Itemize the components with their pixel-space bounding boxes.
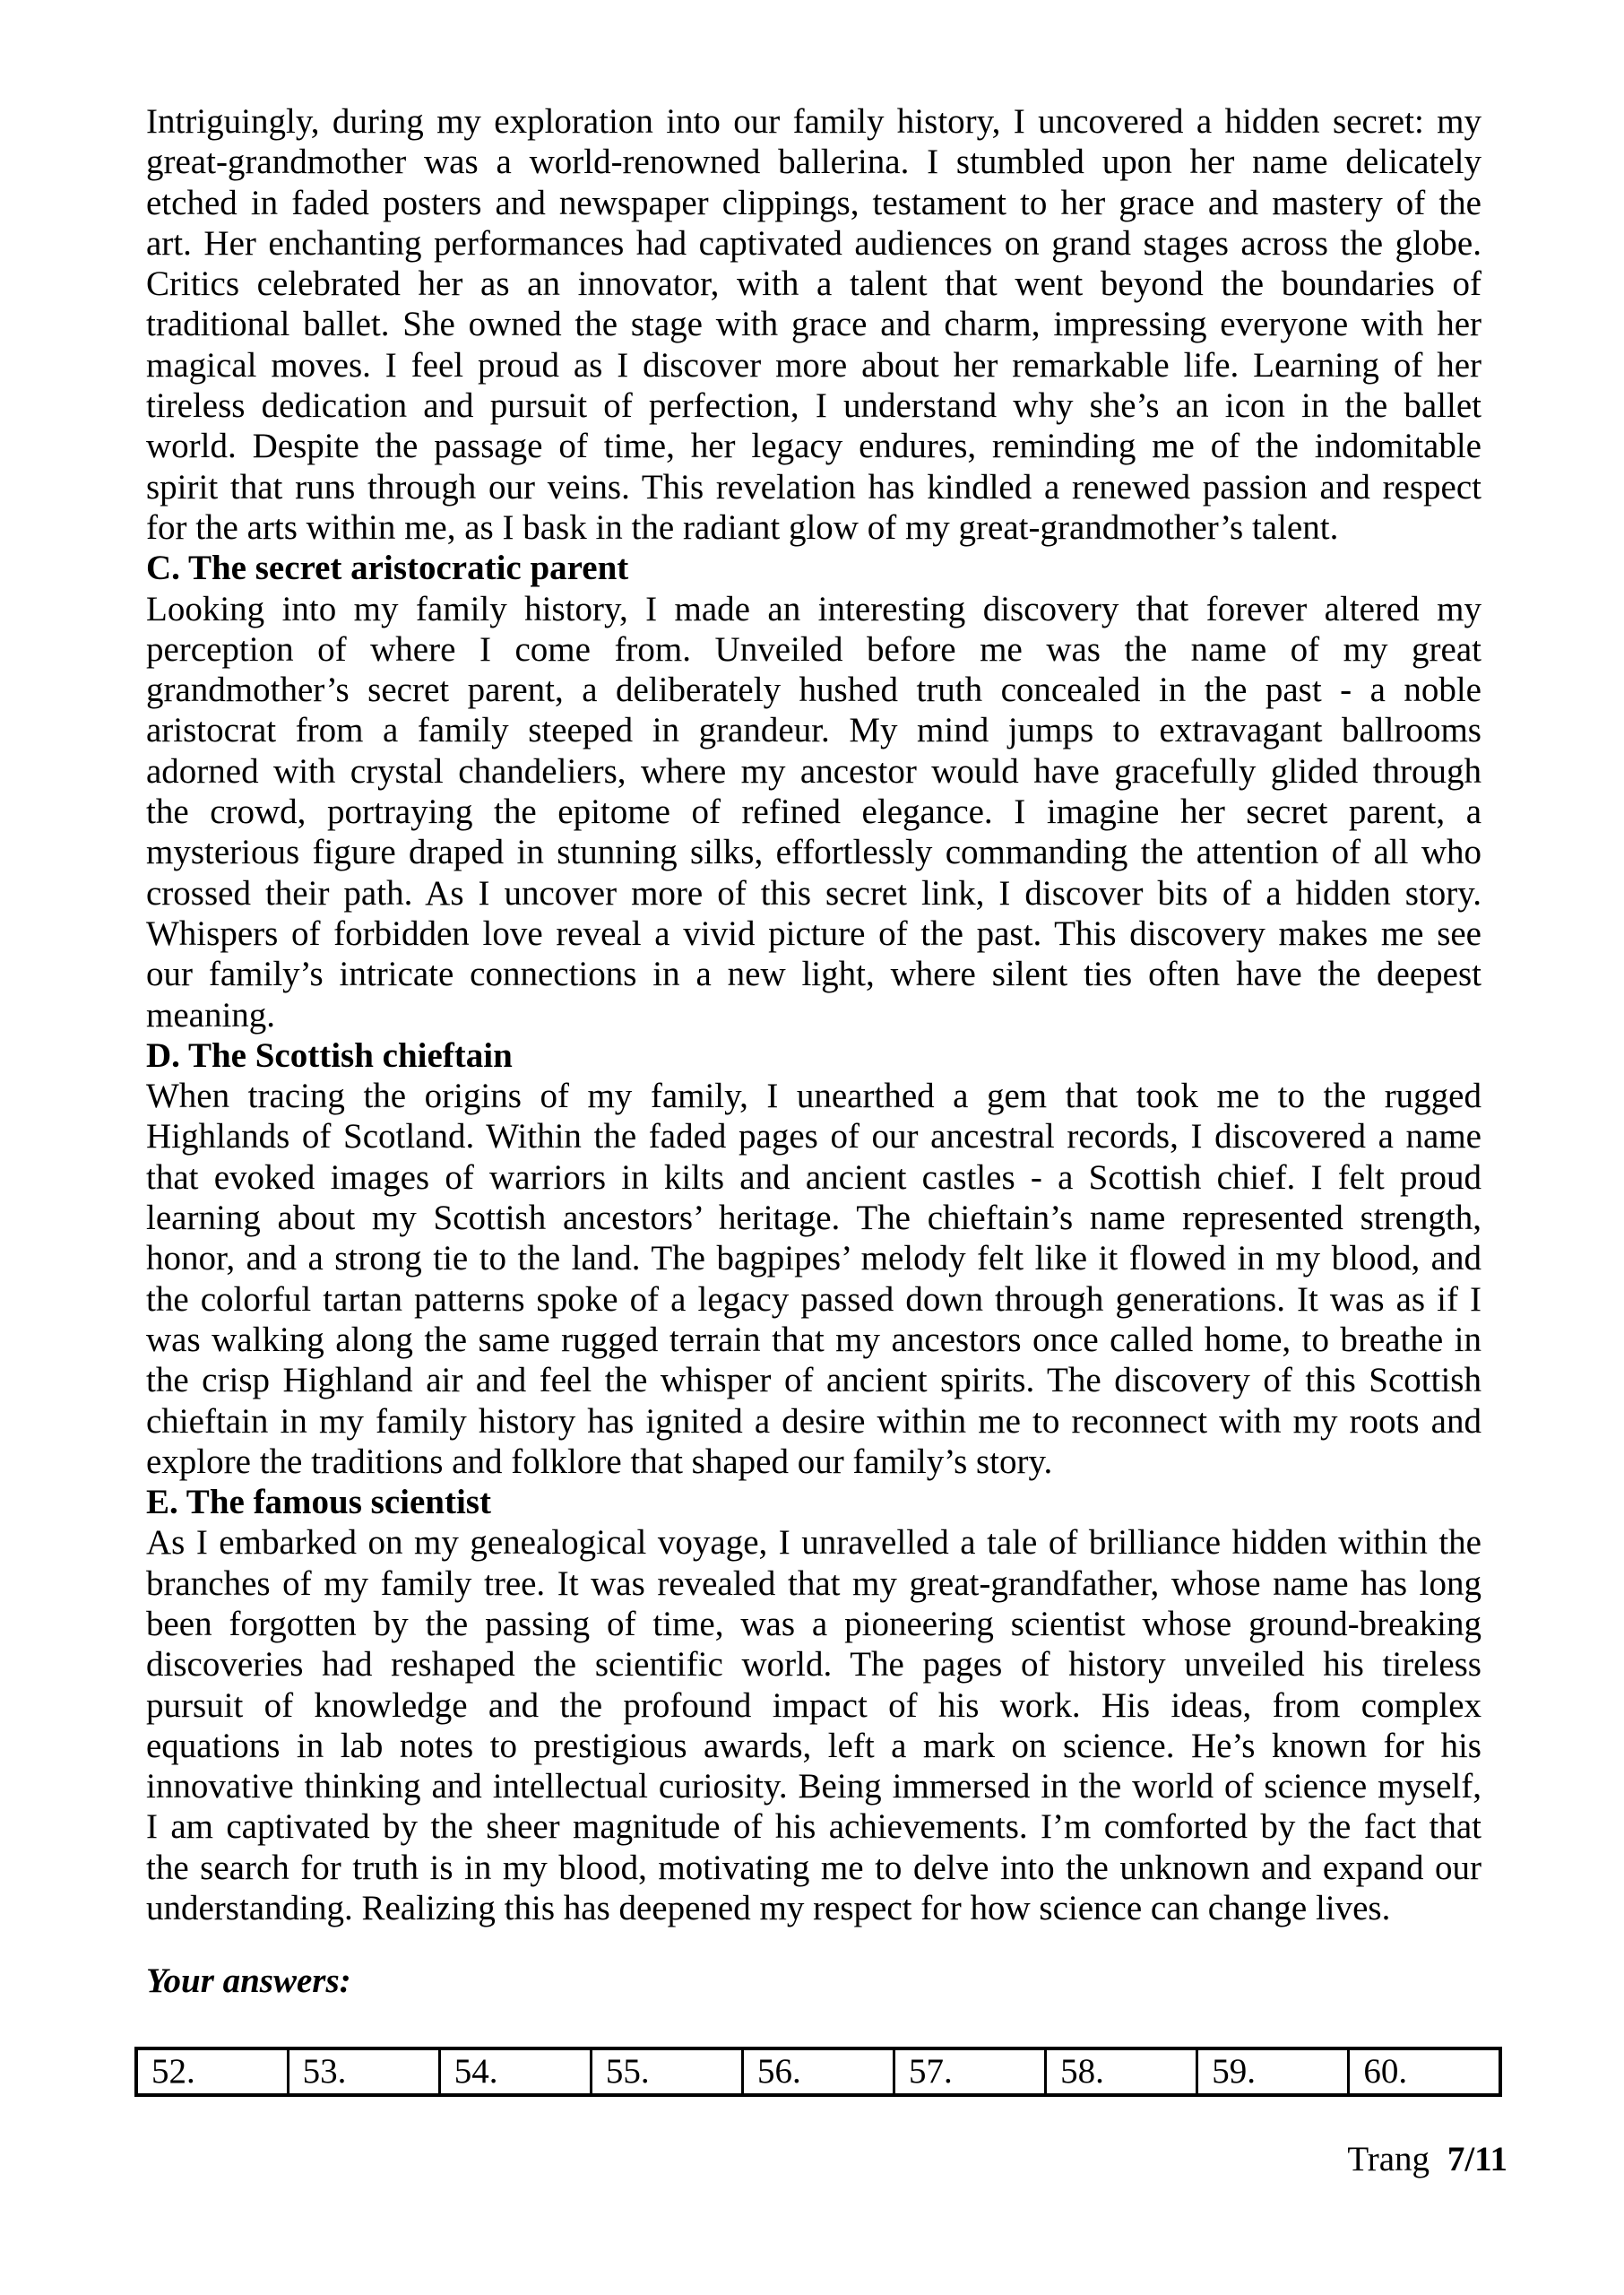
paragraph-line: the crowd, portraying the epitome of refined elegance. I imagine her secret parent, a bbox=[146, 792, 1481, 832]
paragraph-line: adorned with crystal chandeliers, where my ancestor would have gracefully glided through bbox=[146, 751, 1481, 791]
paragraph-line: Looking into my family history, I made an interesting discovery that forever altered my bbox=[146, 589, 1481, 628]
paragraph-line: magical moves. I feel proud as I discover more about her remarkable life. Learning of her bbox=[146, 345, 1481, 385]
paragraph-line: art. Her enchanting performances had captivated audiences on grand stages across the globe. bbox=[146, 223, 1481, 263]
paragraph bbox=[146, 1522, 1481, 1928]
paragraph-line: Critics celebrated her as an innovator, with a talent that went beyond the boundaries of bbox=[146, 264, 1481, 304]
answer-cell: 54. bbox=[439, 2048, 591, 2095]
paragraph-line: meaning. bbox=[146, 995, 276, 1035]
section-heading: C. The secret aristocratic parent bbox=[146, 549, 629, 588]
paragraph-line: perception of where I come from. Unveiled before me was the name of my great bbox=[146, 629, 1481, 669]
answer-cell: 58. bbox=[1046, 2048, 1197, 2095]
paragraph-line: the crisp Highland air and feel the whisper of ancient spirits. The discovery of this Scottish bbox=[146, 1361, 1481, 1400]
paragraph-line: discoveries had reshaped the scientific world. The pages of history unveiled his tireless bbox=[146, 1645, 1481, 1684]
your-answers-label: Your answers: bbox=[146, 1962, 351, 2000]
answer-cell: 56. bbox=[742, 2048, 894, 2095]
paragraph-line: world. Despite the passage of time, her legacy endures, reminding me of the indomitable bbox=[146, 427, 1481, 466]
paragraph-line: Highlands of Scotland. Within the faded pages of our ancestral records, I discovered a name bbox=[146, 1117, 1481, 1156]
paragraph bbox=[146, 1076, 1481, 1482]
paragraph-line: been forgotten by the passing of time, was a pioneering scientist whose ground-breaking bbox=[146, 1604, 1481, 1643]
paragraph-line: our family’s intricate connections in a new light, where silent ties often have the deepest bbox=[146, 955, 1481, 994]
section-heading: D. The Scottish chieftain bbox=[146, 1035, 513, 1075]
answer-cell: 59. bbox=[1197, 2048, 1349, 2095]
paragraph-line: When tracing the origins of my family, I unearthed a gem that took me to the rugged bbox=[146, 1077, 1481, 1116]
paragraph-line: pursuit of knowledge and the profound impact of his work. His ideas, from complex bbox=[146, 1685, 1481, 1725]
paragraph-line: great-grandmother was a world-renowned ballerina. I stumbled upon her name delicately bbox=[146, 143, 1481, 182]
answer-cell: 60. bbox=[1349, 2048, 1500, 2095]
paragraph-line: the search for truth is in my blood, motivating me to delve into the unknown and expand our bbox=[146, 1848, 1481, 1887]
paragraph-line: honor, and a strong tie to the land. The bagpipes’ melody felt like it flowed in my blood, and bbox=[146, 1239, 1481, 1278]
paragraph-line: spirit that runs through our veins. This revelation has kindled a renewed passion and respect bbox=[146, 467, 1481, 507]
paragraph-line: understanding. Realizing this has deepened my respect for how science can change lives. bbox=[146, 1889, 1391, 1928]
paragraph-line: Intriguingly, during my exploration into our family history, I uncovered a hidden secret: my bbox=[146, 102, 1481, 141]
paragraph-line: mysterious figure draped in stunning silks, effortlessly commanding the attention of all who bbox=[146, 833, 1481, 872]
paragraph-line: the colorful tartan patterns spoke of a legacy passed down through generations. It was as if I bbox=[146, 1279, 1481, 1319]
paragraph-line: Whispers of forbidden love reveal a vivid picture of the past. This discovery makes me see bbox=[146, 914, 1481, 953]
paragraph-line: learning about my Scottish ancestors’ heritage. The chieftain’s name represented strength, bbox=[146, 1199, 1481, 1238]
answer-table bbox=[134, 2047, 1502, 2097]
paragraph-line: chieftain in my family history has ignited a desire within me to reconnect with my roots and bbox=[146, 1401, 1481, 1441]
paragraph-line: As I embarked on my genealogical voyage, I unravelled a tale of brilliance hidden within the bbox=[146, 1523, 1481, 1563]
answer-cell: 53. bbox=[288, 2048, 439, 2095]
footer-page-number: 7/11 bbox=[1447, 2140, 1507, 2178]
footer-label: Trang bbox=[1347, 2140, 1430, 2178]
paragraph-line: tireless dedication and pursuit of perfection, I understand why she’s an icon in the ballet bbox=[146, 386, 1481, 426]
answer-table-row bbox=[136, 2048, 1500, 2095]
paragraph-line: innovative thinking and intellectual curiosity. Being immersed in the world of science myself, bbox=[146, 1767, 1481, 1806]
paragraph-line: was walking along the same rugged terrain that my ancestors once called home, to breathe in bbox=[146, 1320, 1481, 1359]
paragraph bbox=[146, 589, 1481, 1035]
paragraph-line: branches of my family tree. It was revealed that my great-grandfather, whose name has long bbox=[146, 1563, 1481, 1603]
paragraph bbox=[146, 101, 1481, 548]
paragraph-line: crossed their path. As I uncover more of this secret link, I discover bits of a hidden story. bbox=[146, 873, 1481, 913]
paragraph-line: explore the traditions and folklore that shaped our family’s story. bbox=[146, 1442, 1053, 1481]
paragraph-line: that evoked images of warriors in kilts and ancient castles - a Scottish chief. I felt proud bbox=[146, 1157, 1481, 1197]
reading-passage bbox=[146, 101, 1481, 1928]
answer-cell: 55. bbox=[591, 2048, 742, 2095]
paragraph-line: traditional ballet. She owned the stage with grace and charm, impressing everyone with her bbox=[146, 305, 1481, 344]
paragraph-line: aristocrat from a family steeped in grandeur. My mind jumps to extravagant ballrooms bbox=[146, 711, 1481, 750]
paragraph-line: grandmother’s secret parent, a deliberately hushed truth concealed in the past - a noble bbox=[146, 671, 1481, 710]
paragraph-line: for the arts within me, as I bask in the radiant glow of my great-grandmother’s talent. bbox=[146, 507, 1339, 547]
answer-cell: 52. bbox=[136, 2048, 288, 2095]
paragraph-line: equations in lab notes to prestigious awards, left a mark on science. He’s known for his bbox=[146, 1726, 1481, 1765]
section-heading: E. The famous scientist bbox=[146, 1483, 491, 1522]
paragraph-line: etched in faded posters and newspaper clippings, testament to her grace and mastery of the bbox=[146, 183, 1481, 222]
page-footer bbox=[1347, 2139, 1507, 2179]
paragraph-line: I am captivated by the sheer magnitude of his achievements. I’m comforted by the fact that bbox=[146, 1807, 1481, 1847]
answer-cell: 57. bbox=[894, 2048, 1046, 2095]
